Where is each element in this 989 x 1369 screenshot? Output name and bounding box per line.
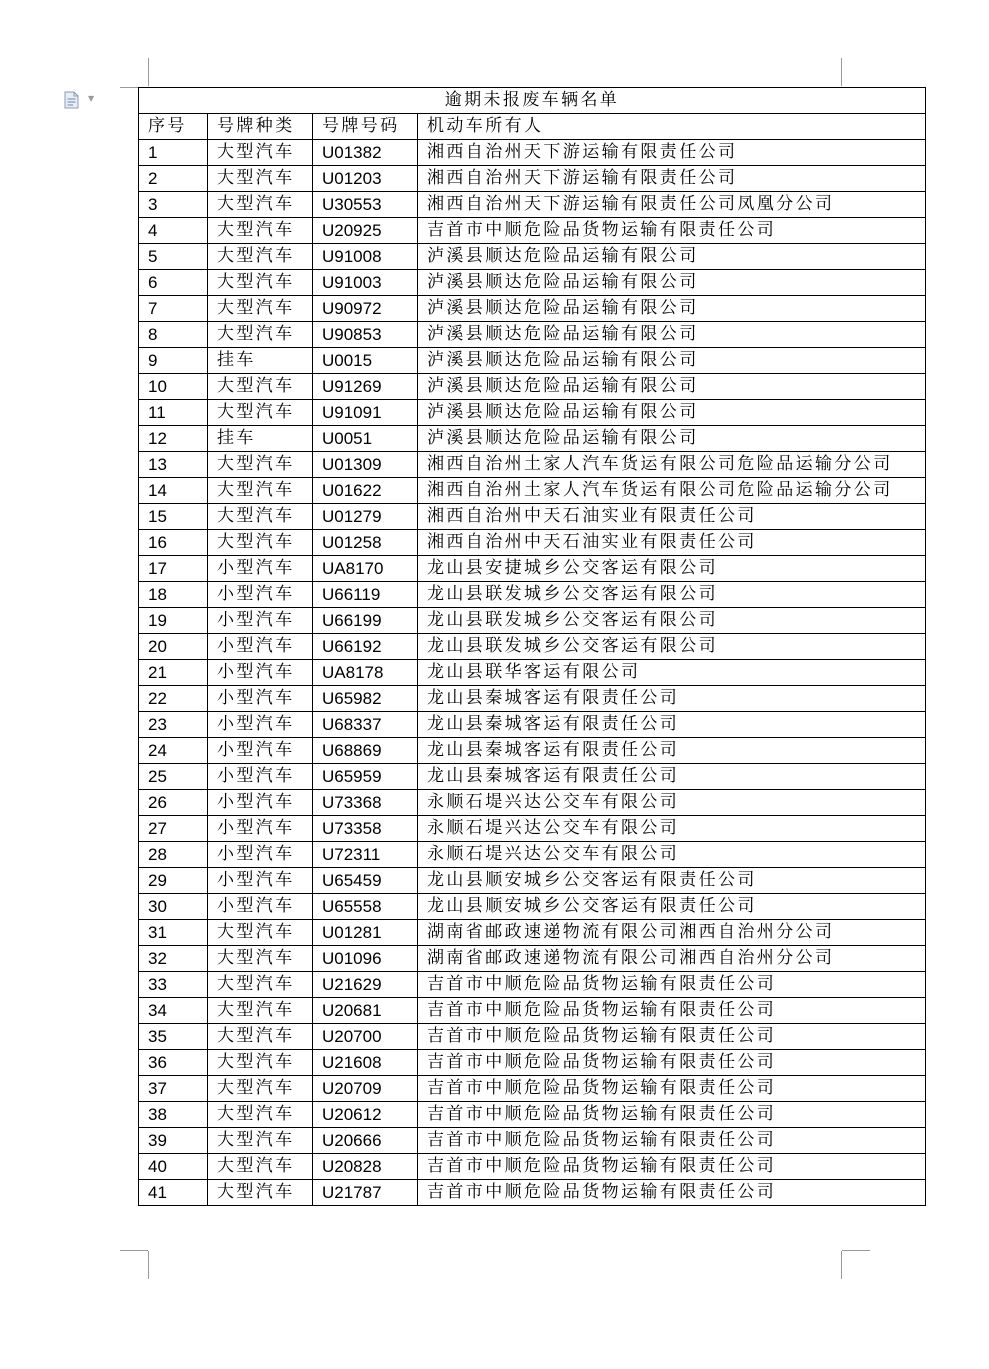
row-plate-number: U20612 <box>313 1102 418 1128</box>
row-plate-number: U91269 <box>313 374 418 400</box>
row-owner: 龙山县联发城乡公交客运有限公司 <box>418 582 926 608</box>
row-plate-number: U90853 <box>313 322 418 348</box>
row-owner: 湘西自治州中天石油实业有限责任公司 <box>418 530 926 556</box>
row-plate-type: 小型汽车 <box>208 634 313 660</box>
row-plate-number: U01203 <box>313 166 418 192</box>
row-serial: 40 <box>139 1154 208 1180</box>
row-serial: 24 <box>139 738 208 764</box>
row-owner: 吉首市中顺危险品货物运输有限责任公司 <box>418 1024 926 1050</box>
row-plate-type: 大型汽车 <box>208 946 313 972</box>
row-plate-type: 小型汽车 <box>208 712 313 738</box>
row-plate-type: 大型汽车 <box>208 998 313 1024</box>
row-plate-type: 大型汽车 <box>208 322 313 348</box>
table-row <box>139 166 926 192</box>
row-owner: 泸溪县顺达危险品运输有限公司 <box>418 348 926 374</box>
row-plate-number: U01382 <box>313 140 418 166</box>
row-serial: 25 <box>139 764 208 790</box>
row-owner: 龙山县安捷城乡公交客运有限公司 <box>418 556 926 582</box>
row-owner: 永顺石堤兴达公交车有限公司 <box>418 842 926 868</box>
row-owner: 泸溪县顺达危险品运输有限公司 <box>418 374 926 400</box>
row-plate-type: 小型汽车 <box>208 868 313 894</box>
row-plate-number: U65982 <box>313 686 418 712</box>
row-plate-type: 大型汽车 <box>208 478 313 504</box>
row-serial: 23 <box>139 712 208 738</box>
table-row <box>139 790 926 816</box>
row-plate-number: U01096 <box>313 946 418 972</box>
row-plate-number: U90972 <box>313 296 418 322</box>
row-serial: 27 <box>139 816 208 842</box>
row-plate-type: 挂车 <box>208 426 313 452</box>
table-row <box>139 452 926 478</box>
row-owner: 吉首市中顺危险品货物运输有限责任公司 <box>418 998 926 1024</box>
overdue-scrap-vehicle-table <box>138 87 926 1206</box>
row-owner: 吉首市中顺危险品货物运输有限责任公司 <box>418 1076 926 1102</box>
row-serial: 13 <box>139 452 208 478</box>
row-plate-type: 小型汽车 <box>208 894 313 920</box>
table-row <box>139 426 926 452</box>
row-serial: 32 <box>139 946 208 972</box>
row-owner: 泸溪县顺达危险品运输有限公司 <box>418 270 926 296</box>
row-plate-number: U68337 <box>313 712 418 738</box>
row-serial: 31 <box>139 920 208 946</box>
row-owner: 龙山县秦城客运有限责任公司 <box>418 738 926 764</box>
row-owner: 吉首市中顺危险品货物运输有限责任公司 <box>418 1050 926 1076</box>
row-plate-type: 小型汽车 <box>208 686 313 712</box>
row-plate-number: U21608 <box>313 1050 418 1076</box>
row-owner: 永顺石堤兴达公交车有限公司 <box>418 816 926 842</box>
row-plate-number: U0015 <box>313 348 418 374</box>
row-owner: 湖南省邮政速递物流有限公司湘西自治州分公司 <box>418 920 926 946</box>
table-header-row <box>139 114 926 140</box>
row-owner: 湘西自治州天下游运输有限责任公司 <box>418 140 926 166</box>
row-serial: 6 <box>139 270 208 296</box>
row-plate-type: 小型汽车 <box>208 608 313 634</box>
row-serial: 22 <box>139 686 208 712</box>
row-plate-type: 大型汽车 <box>208 192 313 218</box>
row-plate-number: U20828 <box>313 1154 418 1180</box>
row-plate-type: 大型汽车 <box>208 1076 313 1102</box>
row-plate-number: U20700 <box>313 1024 418 1050</box>
row-owner: 湘西自治州土家人汽车货运有限公司危险品运输分公司 <box>418 478 926 504</box>
table-row <box>139 1180 926 1206</box>
row-plate-number: U68869 <box>313 738 418 764</box>
row-owner: 泸溪县顺达危险品运输有限公司 <box>418 400 926 426</box>
table-row <box>139 582 926 608</box>
table-row <box>139 1024 926 1050</box>
row-plate-number: U20709 <box>313 1076 418 1102</box>
row-plate-number: U66192 <box>313 634 418 660</box>
margin-mark-bottom-left <box>148 1251 149 1279</box>
row-serial: 15 <box>139 504 208 530</box>
row-serial: 16 <box>139 530 208 556</box>
row-owner: 龙山县秦城客运有限责任公司 <box>418 712 926 738</box>
row-owner: 龙山县秦城客运有限责任公司 <box>418 686 926 712</box>
row-owner: 吉首市中顺危险品货物运输有限责任公司 <box>418 1154 926 1180</box>
row-plate-type: 小型汽车 <box>208 660 313 686</box>
table-row <box>139 1076 926 1102</box>
row-plate-type: 大型汽车 <box>208 530 313 556</box>
row-serial: 18 <box>139 582 208 608</box>
table-row <box>139 244 926 270</box>
row-owner: 吉首市中顺危险品货物运输有限责任公司 <box>418 1180 926 1206</box>
row-plate-type: 小型汽车 <box>208 842 313 868</box>
row-serial: 20 <box>139 634 208 660</box>
row-plate-number: U01281 <box>313 920 418 946</box>
row-plate-type: 小型汽车 <box>208 738 313 764</box>
row-plate-number: U01309 <box>313 452 418 478</box>
row-owner: 泸溪县顺达危险品运输有限公司 <box>418 296 926 322</box>
row-plate-type: 大型汽车 <box>208 1102 313 1128</box>
row-plate-number: U91008 <box>313 244 418 270</box>
row-serial: 35 <box>139 1024 208 1050</box>
table-row <box>139 972 926 998</box>
row-plate-type: 大型汽车 <box>208 166 313 192</box>
row-serial: 17 <box>139 556 208 582</box>
row-plate-type: 挂车 <box>208 348 313 374</box>
row-serial: 39 <box>139 1128 208 1154</box>
row-plate-number: U65959 <box>313 764 418 790</box>
row-plate-number: U73368 <box>313 790 418 816</box>
row-plate-type: 大型汽车 <box>208 296 313 322</box>
table-row <box>139 868 926 894</box>
row-serial: 33 <box>139 972 208 998</box>
table-row <box>139 634 926 660</box>
row-serial: 36 <box>139 1050 208 1076</box>
table-row <box>139 400 926 426</box>
row-owner: 龙山县联发城乡公交客运有限公司 <box>418 608 926 634</box>
row-plate-type: 大型汽车 <box>208 400 313 426</box>
row-plate-type: 大型汽车 <box>208 1050 313 1076</box>
row-plate-type: 小型汽车 <box>208 764 313 790</box>
table-row <box>139 270 926 296</box>
table-row <box>139 556 926 582</box>
row-owner: 吉首市中顺危险品货物运输有限责任公司 <box>418 972 926 998</box>
row-plate-type: 大型汽车 <box>208 374 313 400</box>
row-plate-number: U01258 <box>313 530 418 556</box>
row-owner: 永顺石堤兴达公交车有限公司 <box>418 790 926 816</box>
row-owner: 龙山县联发城乡公交客运有限公司 <box>418 634 926 660</box>
row-owner: 龙山县秦城客运有限责任公司 <box>418 764 926 790</box>
row-owner: 湘西自治州中天石油实业有限责任公司 <box>418 504 926 530</box>
row-owner: 龙山县顺安城乡公交客运有限责任公司 <box>418 868 926 894</box>
row-owner: 泸溪县顺达危险品运输有限公司 <box>418 244 926 270</box>
row-plate-type: 大型汽车 <box>208 270 313 296</box>
row-serial: 38 <box>139 1102 208 1128</box>
row-owner: 湖南省邮政速递物流有限公司湘西自治州分公司 <box>418 946 926 972</box>
row-plate-type: 大型汽车 <box>208 1128 313 1154</box>
table-row <box>139 686 926 712</box>
table-row <box>139 998 926 1024</box>
row-serial: 19 <box>139 608 208 634</box>
row-plate-type: 小型汽车 <box>208 582 313 608</box>
header-plate-type: 号牌种类 <box>208 114 313 140</box>
table-row <box>139 946 926 972</box>
row-serial: 10 <box>139 374 208 400</box>
row-serial: 3 <box>139 192 208 218</box>
row-plate-number: U65558 <box>313 894 418 920</box>
margin-mark-top-left <box>148 58 149 86</box>
row-owner: 湘西自治州天下游运输有限责任公司 <box>418 166 926 192</box>
row-plate-number: U66119 <box>313 582 418 608</box>
header-plate-number: 号牌号码 <box>313 114 418 140</box>
row-plate-number: U01622 <box>313 478 418 504</box>
table-row <box>139 192 926 218</box>
row-plate-type: 大型汽车 <box>208 244 313 270</box>
header-serial: 序号 <box>139 114 208 140</box>
table-row <box>139 894 926 920</box>
header-owner: 机动车所有人 <box>418 114 926 140</box>
table-row <box>139 218 926 244</box>
table-row <box>139 140 926 166</box>
row-plate-number: U73358 <box>313 816 418 842</box>
row-serial: 5 <box>139 244 208 270</box>
row-plate-type: 大型汽车 <box>208 504 313 530</box>
row-plate-number: U20681 <box>313 998 418 1024</box>
row-plate-type: 小型汽车 <box>208 790 313 816</box>
table-row <box>139 608 926 634</box>
row-owner: 吉首市中顺危险品货物运输有限责任公司 <box>418 1128 926 1154</box>
table-row <box>139 478 926 504</box>
table-row <box>139 348 926 374</box>
row-plate-number: U21787 <box>313 1180 418 1206</box>
row-plate-number: U65459 <box>313 868 418 894</box>
chevron-down-icon[interactable]: ▼ <box>88 94 95 103</box>
row-owner: 泸溪县顺达危险品运输有限公司 <box>418 426 926 452</box>
row-plate-type: 小型汽车 <box>208 556 313 582</box>
row-plate-number: U0051 <box>313 426 418 452</box>
table-row <box>139 1102 926 1128</box>
row-plate-number: U30553 <box>313 192 418 218</box>
row-plate-number: U21629 <box>313 972 418 998</box>
row-serial: 12 <box>139 426 208 452</box>
table-row <box>139 816 926 842</box>
table-row <box>139 712 926 738</box>
row-plate-number: U91091 <box>313 400 418 426</box>
margin-mark-bottom-right <box>842 1250 870 1251</box>
row-plate-type: 大型汽车 <box>208 140 313 166</box>
table-title: 逾期未报废车辆名单 <box>139 88 926 114</box>
row-owner: 龙山县联华客运有限公司 <box>418 660 926 686</box>
table-row <box>139 764 926 790</box>
row-serial: 1 <box>139 140 208 166</box>
row-serial: 14 <box>139 478 208 504</box>
row-serial: 2 <box>139 166 208 192</box>
row-plate-type: 大型汽车 <box>208 1180 313 1206</box>
row-serial: 21 <box>139 660 208 686</box>
row-serial: 34 <box>139 998 208 1024</box>
table-row <box>139 504 926 530</box>
row-owner: 湘西自治州天下游运输有限责任公司凤凰分公司 <box>418 192 926 218</box>
table-row <box>139 1050 926 1076</box>
table-row <box>139 660 926 686</box>
table-row <box>139 842 926 868</box>
row-serial: 28 <box>139 842 208 868</box>
row-plate-number: U66199 <box>313 608 418 634</box>
table-row <box>139 296 926 322</box>
row-serial: 41 <box>139 1180 208 1206</box>
table-row <box>139 738 926 764</box>
row-plate-type: 大型汽车 <box>208 1154 313 1180</box>
row-plate-number: U01279 <box>313 504 418 530</box>
row-plate-type: 小型汽车 <box>208 816 313 842</box>
row-plate-number: U20925 <box>313 218 418 244</box>
row-serial: 29 <box>139 868 208 894</box>
row-plate-type: 大型汽车 <box>208 218 313 244</box>
row-serial: 30 <box>139 894 208 920</box>
row-plate-number: UA8170 <box>313 556 418 582</box>
row-serial: 8 <box>139 322 208 348</box>
row-serial: 4 <box>139 218 208 244</box>
row-plate-type: 大型汽车 <box>208 1024 313 1050</box>
row-serial: 26 <box>139 790 208 816</box>
table-row <box>139 920 926 946</box>
row-owner: 吉首市中顺危险品货物运输有限责任公司 <box>418 218 926 244</box>
row-owner: 龙山县顺安城乡公交客运有限责任公司 <box>418 894 926 920</box>
document-icon[interactable] <box>64 91 80 109</box>
row-plate-number: U91003 <box>313 270 418 296</box>
row-serial: 11 <box>139 400 208 426</box>
table-row <box>139 530 926 556</box>
row-serial: 9 <box>139 348 208 374</box>
row-plate-number: U20666 <box>313 1128 418 1154</box>
table-row <box>139 374 926 400</box>
row-plate-type: 大型汽车 <box>208 972 313 998</box>
row-owner: 湘西自治州土家人汽车货运有限公司危险品运输分公司 <box>418 452 926 478</box>
table-row <box>139 322 926 348</box>
table-row <box>139 1154 926 1180</box>
row-plate-type: 大型汽车 <box>208 920 313 946</box>
margin-mark-bottom-right <box>841 1251 842 1279</box>
margin-mark-top-right <box>841 58 842 86</box>
row-plate-number: UA8178 <box>313 660 418 686</box>
margin-mark-bottom-left <box>120 1250 148 1251</box>
row-owner: 吉首市中顺危险品货物运输有限责任公司 <box>418 1102 926 1128</box>
row-plate-number: U72311 <box>313 842 418 868</box>
row-serial: 37 <box>139 1076 208 1102</box>
table-row <box>139 1128 926 1154</box>
row-serial: 7 <box>139 296 208 322</box>
row-owner: 泸溪县顺达危险品运输有限公司 <box>418 322 926 348</box>
row-plate-type: 大型汽车 <box>208 452 313 478</box>
